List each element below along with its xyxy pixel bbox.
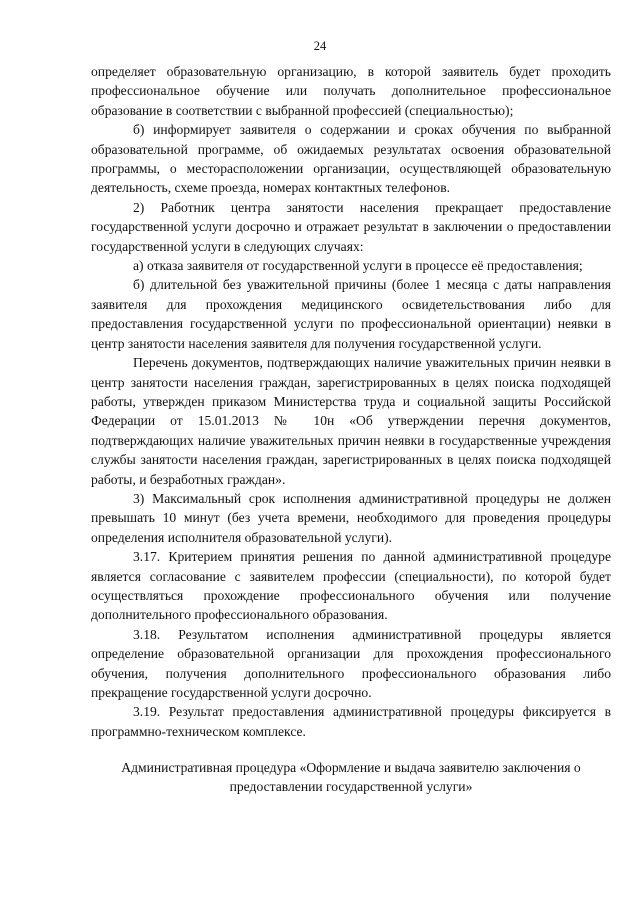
paragraph-item-b-inform: б) информирует заявителя о содержании и сроках обучения по выбранной образовательной программе, об ожидаемых результатах освоения образовательной программы, о месторасположении организации, осуществляющей образовательную деятельность, схеме проезда, номерах контактных телефонов.: [91, 122, 611, 196]
section-heading: Административная процедура «Оформление и выдача заявителю заключения о предоставлении государственной услуги»: [121, 760, 581, 795]
page-number: 24: [313, 39, 327, 53]
paragraph-3-18-result: 3.18. Результатом исполнения административной процедуры является определение образовательной организации для прохождения профессионального обучения, получения дополнительного профессионального образования либо прекращение государственной услуги досрочно.: [91, 626, 611, 700]
paragraph-3-19-record: 3.19. Результат предоставления административной процедуры фиксируется в программно-техническом комплексе.: [91, 704, 611, 739]
paragraph-item-a-refusal: а) отказа заявителя от государственной услуги в процессе её предоставления;: [133, 258, 583, 274]
paragraph-item-3-max-time: 3) Максимальный срок исполнения административной процедуры не должен превышать 10 минут (без учета времени, необходимого для проведения процедуры определения исполнителя образовательной услуги).: [91, 490, 611, 545]
paragraph-item-b-absence: б) длительной без уважительной причины (более 1 месяца с даты направления заявителя для прохождения медицинского освидетельствования либо для предоставления государственной услуги по профессиональной ориентации) неявки в центр занятости населения заявителя для получения государственной услуги.: [91, 277, 611, 351]
paragraph-item-2-termination: 2) Работник центра занятости населения прекращает предоставление государственной услуги досрочно и отражает результат в заключении о предоставлении государственной услуги в следующих случаях:: [91, 199, 611, 254]
paragraph-continuation: определяет образовательную организацию, в которой заявитель будет проходить профессиональное обучение или получать дополнительное профессиональное образование в соответствии с выбранной профессией (специальностью);: [91, 64, 611, 118]
document-body: [91, 62, 611, 741]
paragraph-documents-list: Перечень документов, подтверждающих наличие уважительных причин неявки в центр занятости населения граждан, зарегистрированных в целях поиска подходящей работы, утвержден приказом Министерства труда и социальной защиты Российской Федерации от 15.01.2013 № 10н «Об утверждении перечня документов, подтверждающих наличие уважительных причин неявки в государственные учреждения службы занятости населения граждан, зарегистрированных в целях поиска подходящей работы, и безработных граждан».: [91, 355, 611, 487]
paragraph-3-17-criterion: 3.17. Критерием принятия решения по данной административной процедуре является согласование с заявителем профессии (специальности), по которой будет осуществляться прохождение профессионального обучения или получение дополнительного профессионального образования.: [91, 549, 611, 623]
